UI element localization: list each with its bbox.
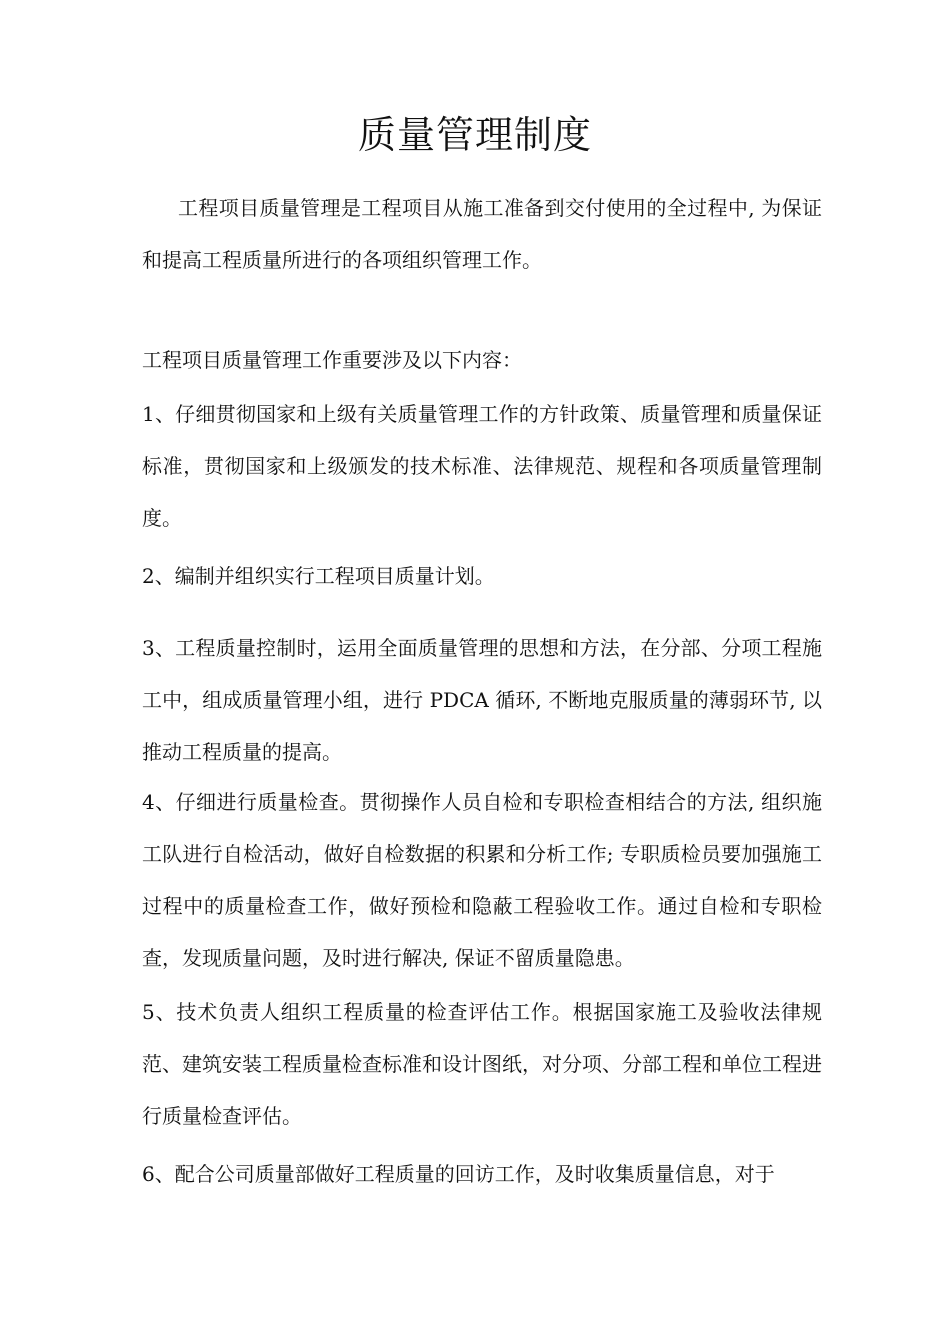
list-item-1: 1、仔细贯彻国家和上级有关质量管理工作的方针政策、质量管理和质量保证标准，贯彻国家和上级颁发的技术标准、法律规范、规程和各项质量管理制度。	[142, 402, 822, 530]
list-item-6: 6、配合公司质量部做好工程质量的回访工作，及时收集质量信息，对于	[142, 1162, 775, 1186]
list-item-3: 3、工程质量控制时，运用全面质量管理的思想和方法，在分部、分项工程施工中，组成质量管理小组，进行 PDCA 循环, 不断地克服质量的薄弱环节, 以推动工程质量的提高。	[142, 636, 822, 764]
lead-paragraph: 工程项目质量管理工作重要涉及以下内容：	[142, 348, 522, 372]
list-item-5: 5、技术负责人组织工程质量的检查评估工作。根据国家施工及验收法律规范、建筑安装工程质量检查标准和设计图纸，对分项、分部工程和单位工程进行质量检查评估。	[142, 1000, 822, 1128]
list-item-2: 2、编制并组织实行工程项目质量计划。	[142, 564, 495, 588]
document-title: 质量管理制度	[357, 113, 592, 157]
intro-paragraph: 工程项目质量管理是工程项目从施工准备到交付使用的全过程中, 为保证和提高工程质量所进行的各项组织管理工作。	[142, 196, 822, 272]
list-item-4: 4、仔细进行质量检查。贯彻操作人员自检和专职检查相结合的方法, 组织施工队进行自检活动，做好自检数据的积累和分析工作; 专职质检员要加强施工过程中的质量检查工作，做好预检和隐蔽工程验收工作。通过自检和专职检查，发现质量问题，及时进行解决, 保证不留质量隐患。	[142, 790, 822, 970]
